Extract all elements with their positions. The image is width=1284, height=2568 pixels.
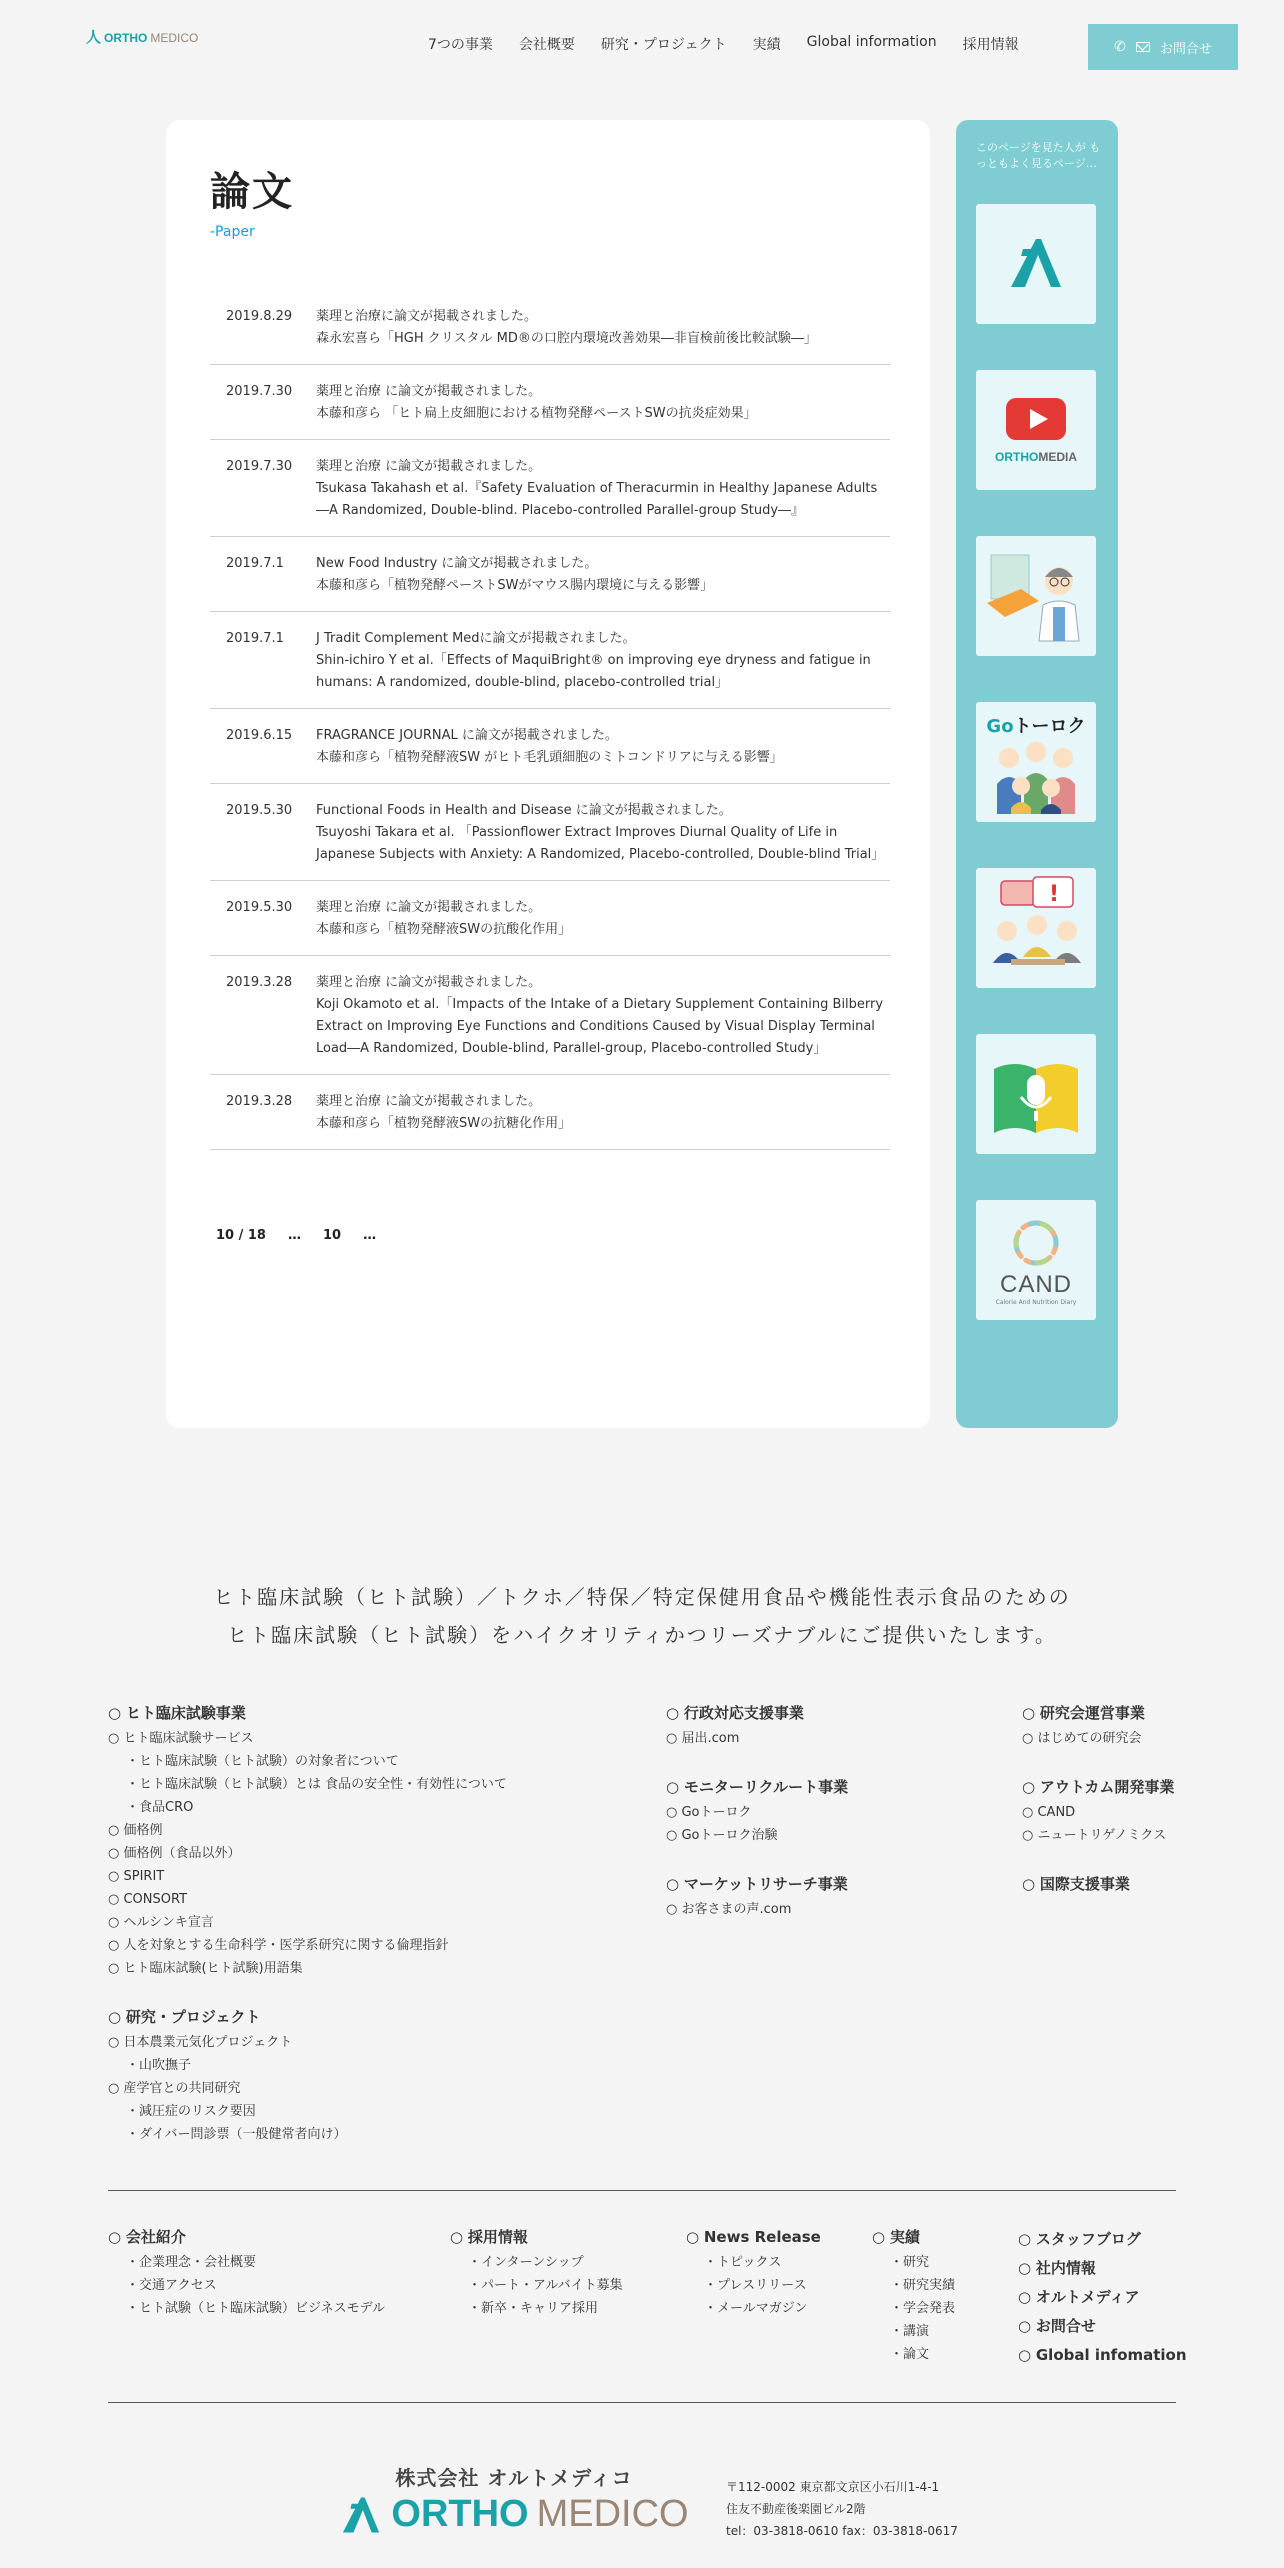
cand-sublabel: Calorie And Nutrition Diary <box>995 1298 1077 1306</box>
paper-detail: 本藤和彦ら 「ヒト扁上皮細胞における植物発酵ペーストSWの抗炎症効果」 <box>316 406 757 421</box>
ortho-media-icon <box>1001 396 1071 444</box>
survey-people-icon <box>981 873 1091 983</box>
footer-sublink[interactable]: ・ メールマガジン <box>686 2297 821 2320</box>
ortho-media-label-b: MEDIA <box>1038 450 1077 464</box>
footer-heading[interactable]: ○ マーケットリサーチ事業 <box>666 1873 848 1896</box>
footer-heading[interactable]: ○ 研究会運営事業 <box>1022 1702 1174 1725</box>
page-subtitle: -Paper <box>210 224 255 240</box>
nav-item-company[interactable]: 会社概要 <box>518 37 575 53</box>
paper-title: 薬理と治療 に論文が掲載されました。 <box>316 975 542 990</box>
paper-date: 2019.7.1 <box>226 556 284 571</box>
footer-sublink[interactable]: ・ トピックス <box>686 2251 821 2274</box>
logo-ortho-text: ORTHO <box>104 30 148 45</box>
footer-sublink[interactable]: ・ 研究 <box>872 2251 955 2274</box>
footer-tagline <box>0 1578 1284 1654</box>
paper-date: 2019.6.15 <box>226 728 293 743</box>
paper-item[interactable] <box>210 956 890 1075</box>
paper-detail: Tsuyoshi Takara et al. 「Passionflower Extract Improves Diurnal Quality of Life in Japanese Subjects with Anxiety: A Randomized, Placebo-controlled, Double-blind Trial」 <box>316 825 885 862</box>
footer-company-logo <box>334 2462 694 2536</box>
footer-sublink[interactable]: ・ 山吹撫子 <box>108 2054 507 2077</box>
footer-sublink[interactable]: ・ 研究実績 <box>872 2274 955 2297</box>
footer-heading[interactable]: ○ 採用情報 <box>450 2226 623 2249</box>
go-torok-label-a: Go <box>986 716 1014 737</box>
go-torok-icon <box>981 738 1091 814</box>
footer-divider <box>108 2402 1176 2403</box>
footer-sublink[interactable]: ・ 食品CRO <box>108 1796 507 1819</box>
pagination-ellipsis: … <box>363 1228 377 1243</box>
footer-heading[interactable]: ○ ヒト臨床試験事業 <box>108 1702 507 1725</box>
logo-medico-text: MEDICO <box>150 30 199 45</box>
related-tile-survey[interactable] <box>976 868 1096 988</box>
paper-title: 薬理と治療に論文が掲載されました。 <box>316 309 538 324</box>
paper-item[interactable] <box>210 709 890 784</box>
footer-heading[interactable]: ○ News Release <box>686 2226 821 2249</box>
footer-sublink[interactable]: ・ 講演 <box>872 2320 955 2343</box>
footer-col-clinical <box>108 1702 507 2146</box>
footer-heading[interactable]: ○ オルトメディア <box>1018 2284 1187 2311</box>
cand-icon <box>1006 1215 1066 1271</box>
related-tile-go-torok[interactable] <box>976 702 1096 822</box>
footer-sublink[interactable]: ・ インターンシップ <box>450 2251 623 2274</box>
footer-link[interactable]: ○ ニュートリゲノミクス <box>1022 1824 1174 1847</box>
paper-list-card <box>166 120 930 1428</box>
paper-detail: 本藤和彦ら「植物発酵液SW がヒト毛乳頭細胞のミトコンドリアに与える影響」 <box>316 750 783 765</box>
company-logo-ortho: ORTHO <box>391 2493 529 2535</box>
footer-sublink[interactable]: ・ 学会発表 <box>872 2297 955 2320</box>
footer-link[interactable]: ○ はじめての研究会 <box>1022 1727 1174 1750</box>
paper-title: 薬理と治療 に論文が掲載されました。 <box>316 1094 542 1109</box>
footer-sublink[interactable]: ・ 論文 <box>872 2343 955 2366</box>
paper-detail: 本藤和彦ら「植物発酵液SWの抗糖化作用」 <box>316 1116 572 1131</box>
paper-detail: Tsukasa Takahash et al.『Safety Evaluation of Theracurmin in Healthy Japanese Adults ―A Randomized, Double-blind. Placebo-controlled Parallel-group Study―』 <box>316 481 878 518</box>
footer-sublink[interactable]: ・ 交通アクセス <box>108 2274 385 2297</box>
footer-heading[interactable]: ○ 会社紹介 <box>108 2226 385 2249</box>
paper-title: 薬理と治療 に論文が掲載されました。 <box>316 384 542 399</box>
page-title: 論文 <box>210 168 294 215</box>
address-line: 住友不動産後楽園ビル2階 <box>726 2502 866 2516</box>
footer-link[interactable]: ○ 産学官との共同研究 <box>108 2077 507 2100</box>
nav-item-business[interactable]: 7つの事業 <box>428 37 493 53</box>
footer-sublink[interactable]: ・ 新卒・キャリア採用 <box>450 2297 623 2320</box>
footer-link[interactable]: ○ ヘルシンキ宣言 <box>108 1911 507 1934</box>
pagination-ellipsis: … <box>287 1228 301 1243</box>
nav-item-research[interactable]: 研究・プロジェクト <box>600 37 727 53</box>
related-tile-podcast[interactable] <box>976 1034 1096 1154</box>
pagination <box>216 1228 376 1243</box>
footer-heading[interactable]: ○ 実績 <box>872 2226 955 2249</box>
footer-heading[interactable]: ○ 国際支援事業 <box>1022 1873 1174 1896</box>
footer-heading[interactable]: ○ 研究・プロジェクト <box>108 2006 507 2029</box>
ortho-media-label-a: ORTHO <box>994 450 1039 464</box>
nav-item-recruit[interactable]: 採用情報 <box>962 37 1019 53</box>
paper-title: Functional Foods in Health and Disease に論文が掲載されました。 <box>316 803 732 818</box>
address-line: 〒112-0002 東京都文京区小石川1-4-1 <box>726 2480 940 2494</box>
footer-heading[interactable]: ○ スタッフブログ <box>1018 2226 1187 2253</box>
paper-detail: 本藤和彦ら「植物発酵ペーストSWがマウス腸内環境に与える影響」 <box>316 578 714 593</box>
svg-text:!: ! <box>1049 882 1060 907</box>
footer-link[interactable]: ○ ヒト臨床試験サービス <box>108 1727 507 1750</box>
paper-date: 2019.7.30 <box>226 384 293 399</box>
footer-col-services <box>666 1702 848 1921</box>
paper-date: 2019.3.28 <box>226 975 293 990</box>
paper-detail: 本藤和彦ら「植物発酵液SWの抗酸化作用」 <box>316 922 572 937</box>
footer-sublink[interactable]: ・ ヒト臨床試験（ヒト試験）の対象者について <box>108 1750 507 1773</box>
footer-sublink[interactable]: ・ ヒト臨床試験（ヒト試験）とは 食品の安全性・有効性について <box>108 1773 507 1796</box>
page-link-current[interactable]: 10 <box>322 1228 342 1243</box>
paper-item[interactable] <box>210 440 890 537</box>
footer-col-research <box>1022 1702 1174 1898</box>
doctor-illustration-icon <box>981 541 1091 651</box>
contact-button-label: お問合せ <box>1159 41 1212 57</box>
paper-list <box>210 290 890 1150</box>
paper-title: J Tradit Complement Medに論文が掲載されました。 <box>316 631 636 646</box>
paper-detail: Shin-ichiro Y et al.「Effects of MaquiBright® on improving eye dryness and fatigue in humans: A randomized, double-blind, placebo-controlled trial」 <box>316 653 871 690</box>
paper-title: 薬理と治療 に論文が掲載されました。 <box>316 900 542 915</box>
footer-heading[interactable]: ○ モニターリクルート事業 <box>666 1776 848 1799</box>
hito-logo-icon <box>339 2495 383 2535</box>
paper-date: 2019.3.28 <box>226 1094 293 1109</box>
footer-link[interactable]: ○ CAND <box>1022 1801 1174 1824</box>
contact-button[interactable] <box>1088 24 1238 70</box>
footer-sublink[interactable]: ・ ヒト試験（ヒト臨床試験）ビジネスモデル <box>108 2297 385 2320</box>
go-torok-label-b: トーロク <box>1013 716 1086 737</box>
paper-title: 薬理と治療 に論文が掲載されました。 <box>316 459 542 474</box>
global-nav <box>428 34 1019 54</box>
footer-link[interactable]: ○ ヒト臨床試験(ヒト試験)用語集 <box>108 1957 507 1980</box>
footer-link[interactable]: ○ Goトーロク治験 <box>666 1824 848 1847</box>
footer-sublink[interactable]: ・ パート・アルバイト募集 <box>450 2274 623 2297</box>
footer-divider <box>108 2190 1176 2191</box>
related-tile-ortho-media[interactable] <box>976 370 1096 490</box>
company-name: 株式会社 オルトメディコ <box>395 2466 633 2490</box>
footer-link[interactable]: ○ 価格例 <box>108 1819 507 1842</box>
footer-sublink[interactable]: ・ 減圧症のリスク要因 <box>108 2100 507 2123</box>
cand-label: CAND <box>999 1270 1072 1298</box>
page-count: 10 / 18 <box>216 1228 266 1243</box>
mail-icon <box>1136 42 1150 52</box>
footer-link[interactable]: ○ 価格例（食品以外） <box>108 1842 507 1865</box>
paper-item[interactable] <box>210 1075 890 1150</box>
paper-date: 2019.5.30 <box>226 803 293 818</box>
footer-heading[interactable]: ○ 行政対応支援事業 <box>666 1702 848 1725</box>
site-logo[interactable] <box>86 30 198 45</box>
hito-logo-icon <box>1001 229 1071 299</box>
footer-col-news <box>686 2226 821 2320</box>
paper-title: New Food Industry に論文が掲載されました。 <box>316 556 598 571</box>
paper-date: 2019.7.1 <box>226 631 284 646</box>
podcast-book-icon <box>986 1049 1086 1139</box>
tagline-line-2: ヒト臨床試験（ヒト試験）をハイクオリティかつリーズナブルにご提供いたします。 <box>227 1623 1057 1647</box>
footer-link[interactable]: ○ Goトーロク <box>666 1801 848 1824</box>
footer-link[interactable]: ○ SPIRIT <box>108 1865 507 1888</box>
paper-item[interactable] <box>210 365 890 440</box>
footer-sublink[interactable]: ・ プレスリリース <box>686 2274 821 2297</box>
logo-mark-icon: 人 <box>86 29 102 46</box>
footer-link[interactable]: ○ 届出.com <box>666 1727 848 1750</box>
paper-date: 2019.8.29 <box>226 309 293 324</box>
phone-icon: ✆ <box>1114 39 1126 55</box>
paper-title: FRAGRANCE JOURNAL に論文が掲載されました。 <box>316 728 618 743</box>
footer-sublink[interactable]: ・ 企業理念・会社概要 <box>108 2251 385 2274</box>
paper-item[interactable] <box>210 784 890 881</box>
footer-col-recruit <box>450 2226 623 2320</box>
paper-date: 2019.7.30 <box>226 459 293 474</box>
footer-heading[interactable]: ○ Global infomation <box>1018 2342 1187 2369</box>
paper-detail: 森永宏喜ら「HGH クリスタル MD®の口腔内環境改善効果―非盲検前後比較試験―」 <box>316 331 817 346</box>
company-logo-medico: MEDICO <box>536 2493 689 2535</box>
related-tile-hito[interactable] <box>976 204 1096 324</box>
paper-item[interactable] <box>210 612 890 709</box>
footer-link[interactable]: ○ CONSORT <box>108 1888 507 1911</box>
related-pages-sidebar <box>956 120 1118 1428</box>
footer-heading[interactable]: ○ アウトカム開発事業 <box>1022 1776 1174 1799</box>
footer-col-links <box>1018 2226 1187 2371</box>
related-tile-doctor[interactable] <box>976 536 1096 656</box>
footer-col-results <box>872 2226 955 2366</box>
footer-heading[interactable]: ○ お問合せ <box>1018 2313 1187 2340</box>
sidebar-title: このページを見た人が もっともよく見るページ… <box>976 141 1101 170</box>
related-tile-cand[interactable] <box>976 1200 1096 1320</box>
address-phone: tel：03-3818-0610 fax：03-3818-0617 <box>726 2524 958 2538</box>
footer-link[interactable]: ○ お客さまの声.com <box>666 1898 848 1921</box>
footer-link[interactable]: ○ 日本農業元気化プロジェクト <box>108 2031 507 2054</box>
footer-col-company <box>108 2226 385 2320</box>
footer-link[interactable]: ○ 人を対象とする生命科学・医学系研究に関する倫理指針 <box>108 1934 507 1957</box>
paper-detail: Koji Okamoto et al.「Impacts of the Intake of a Dietary Supplement Containing Bilberry Extract on Improving Eye Functions and Conditions Caused by Visual Display Terminal Load―A Randomized, Double-blind, Parallel-group, Placebo-controlled Study」 <box>316 997 884 1056</box>
paper-item[interactable] <box>210 290 890 365</box>
nav-item-results[interactable]: 実績 <box>752 37 781 53</box>
nav-item-global[interactable]: Global information <box>806 34 937 50</box>
paper-item[interactable] <box>210 881 890 956</box>
paper-date: 2019.5.30 <box>226 900 293 915</box>
company-address <box>726 2476 958 2542</box>
footer-heading[interactable]: ○ 社内情報 <box>1018 2255 1187 2282</box>
footer-sublink[interactable]: ・ ダイバー問診票（一般健常者向け） <box>108 2123 507 2146</box>
paper-item[interactable] <box>210 537 890 612</box>
tagline-line-1: ヒト臨床試験（ヒト試験）／トクホ／特保／特定保健用食品や機能性表示食品のための <box>213 1585 1071 1609</box>
